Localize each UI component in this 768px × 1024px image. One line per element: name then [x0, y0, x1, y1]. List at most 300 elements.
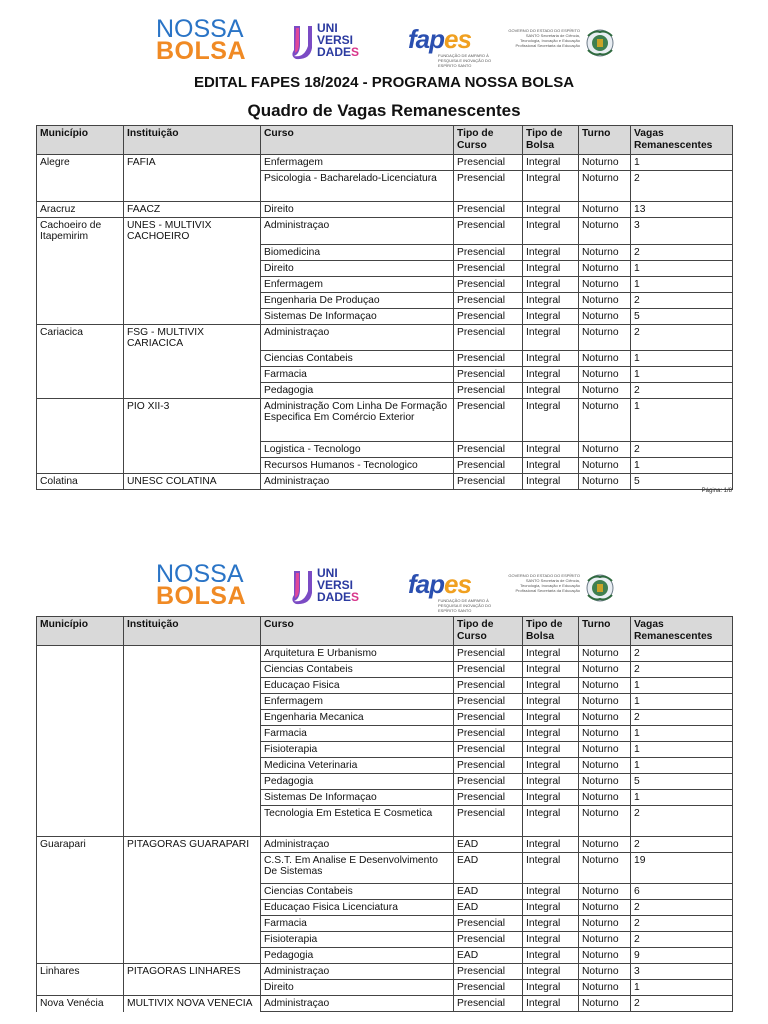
tipo-bolsa-cell: Integral — [523, 678, 579, 694]
table-row — [37, 383, 733, 399]
turno-cell: Noturno — [579, 367, 631, 383]
tipo-bolsa-cell: Integral — [523, 218, 579, 245]
column-header: Vagas Remanescentes — [631, 617, 733, 646]
municipio-cell — [37, 932, 124, 948]
tipo-curso-cell: Presencial — [454, 276, 523, 292]
table-row — [37, 774, 733, 790]
instituicao-cell — [124, 948, 261, 964]
instituicao-cell — [124, 458, 261, 474]
instituicao-cell — [124, 900, 261, 916]
page-gap — [0, 500, 768, 555]
vagas-cell: 1 — [631, 351, 733, 367]
turno-cell: Noturno — [579, 916, 631, 932]
vagas-cell: 2 — [631, 171, 733, 202]
tipo-bolsa-cell: Integral — [523, 996, 579, 1012]
municipio-cell — [37, 758, 124, 774]
table-row — [37, 155, 733, 171]
municipio-cell: Alegre — [37, 155, 124, 171]
tipo-bolsa-cell: Integral — [523, 351, 579, 367]
table-header-row — [37, 126, 733, 155]
tipo-curso-cell: Presencial — [454, 292, 523, 308]
vagas-cell: 1 — [631, 155, 733, 171]
logo-subtext: FUNDAÇÃO DE AMPARO À PESQUISA E INOVAÇÃO DO ESPÍRITO SANTO — [438, 53, 492, 68]
curso-cell: Educaçao Fisica — [261, 678, 454, 694]
header-logos — [0, 16, 768, 68]
tipo-curso-cell: Presencial — [454, 458, 523, 474]
column-header: Tipo de Curso — [454, 126, 523, 155]
column-header: Tipo de Curso — [454, 617, 523, 646]
municipio-cell — [37, 260, 124, 276]
vagas-cell: 2 — [631, 244, 733, 260]
tipo-curso-cell: Presencial — [454, 662, 523, 678]
tipo-bolsa-cell: Integral — [523, 399, 579, 442]
tipo-curso-cell: Presencial — [454, 774, 523, 790]
vagas-cell: 19 — [631, 853, 733, 884]
curso-cell: Farmacia — [261, 367, 454, 383]
state-seal-icon — [584, 571, 616, 605]
table-row — [37, 292, 733, 308]
municipio-cell — [37, 710, 124, 726]
table-row — [37, 726, 733, 742]
document-subtitle: Quadro de Vagas Remanescentes — [247, 101, 521, 120]
instituicao-cell — [124, 710, 261, 726]
municipio-cell: Guarapari — [37, 837, 124, 853]
nossa-bolsa-logo — [156, 15, 246, 65]
tipo-curso-cell: Presencial — [454, 171, 523, 202]
vagas-cell: 2 — [631, 324, 733, 351]
logo-subtext: FUNDAÇÃO DE AMPARO À PESQUISA E INOVAÇÃO DO ESPÍRITO SANTO — [438, 598, 492, 613]
table-row — [37, 996, 733, 1012]
vagas-cell: 2 — [631, 383, 733, 399]
logo-text: DADE — [317, 45, 352, 59]
instituicao-cell: FSG - MULTIVIX CARIACICA — [124, 324, 261, 351]
tipo-bolsa-cell: Integral — [523, 383, 579, 399]
turno-cell: Noturno — [579, 678, 631, 694]
tipo-bolsa-cell: Integral — [523, 324, 579, 351]
vagas-cell: 1 — [631, 742, 733, 758]
fapes-logo — [408, 24, 500, 68]
table-row — [37, 742, 733, 758]
tipo-curso-cell: Presencial — [454, 678, 523, 694]
table-row — [37, 900, 733, 916]
tipo-bolsa-cell: Integral — [523, 244, 579, 260]
column-header: Vagas Remanescentes — [631, 126, 733, 155]
municipio-cell — [37, 742, 124, 758]
turno-cell: Noturno — [579, 324, 631, 351]
municipio-cell — [37, 884, 124, 900]
tipo-curso-cell: Presencial — [454, 996, 523, 1012]
tipo-bolsa-cell: Integral — [523, 458, 579, 474]
tipo-curso-cell: Presencial — [454, 964, 523, 980]
logo-text: VERSI — [317, 578, 354, 592]
vacancies-table — [36, 125, 733, 490]
turno-cell: Noturno — [579, 458, 631, 474]
turno-cell: Noturno — [579, 948, 631, 964]
municipio-cell — [37, 678, 124, 694]
curso-cell: Administraçao — [261, 218, 454, 245]
municipio-cell — [37, 383, 124, 399]
instituicao-cell — [124, 678, 261, 694]
municipio-cell: Aracruz — [37, 202, 124, 218]
table-row — [37, 806, 733, 837]
curso-cell: Biomedicina — [261, 244, 454, 260]
tipo-curso-cell: Presencial — [454, 916, 523, 932]
tipo-curso-cell: Presencial — [454, 742, 523, 758]
table-row — [37, 351, 733, 367]
logo-text: VERSI — [317, 33, 354, 47]
tipo-bolsa-cell: Integral — [523, 171, 579, 202]
municipio-cell — [37, 276, 124, 292]
turno-cell: Noturno — [579, 351, 631, 367]
logo-text: BOLSA — [156, 37, 246, 65]
instituicao-cell — [124, 367, 261, 383]
instituicao-cell — [124, 742, 261, 758]
curso-cell: Arquitetura E Urbanismo — [261, 646, 454, 662]
curso-cell: Recursos Humanos - Tecnologico — [261, 458, 454, 474]
turno-cell: Noturno — [579, 790, 631, 806]
table-row — [37, 948, 733, 964]
tipo-bolsa-cell: Integral — [523, 442, 579, 458]
instituicao-cell — [124, 884, 261, 900]
instituicao-cell — [124, 916, 261, 932]
instituicao-cell — [124, 932, 261, 948]
instituicao-cell — [124, 308, 261, 324]
instituicao-cell: FAACZ — [124, 202, 261, 218]
turno-cell: Noturno — [579, 774, 631, 790]
tipo-bolsa-cell: Integral — [523, 646, 579, 662]
table-row — [37, 260, 733, 276]
instituicao-cell — [124, 244, 261, 260]
curso-cell: Administraçao — [261, 996, 454, 1012]
tipo-curso-cell: Presencial — [454, 399, 523, 442]
turno-cell: Noturno — [579, 900, 631, 916]
turno-cell: Noturno — [579, 662, 631, 678]
state-seal-icon — [584, 26, 616, 60]
turno-cell: Noturno — [579, 474, 631, 490]
instituicao-cell: UNES - MULTIVIX CACHOEIRO — [124, 218, 261, 245]
turno-cell: Noturno — [579, 853, 631, 884]
column-header: Município — [37, 617, 124, 646]
column-header: Turno — [579, 617, 631, 646]
table-row — [37, 442, 733, 458]
curso-cell: C.S.T. Em Analise E Desenvolvimento De Sistemas — [261, 853, 454, 884]
municipio-cell — [37, 916, 124, 932]
tipo-curso-cell: Presencial — [454, 260, 523, 276]
curso-cell: Engenharia Mecanica — [261, 710, 454, 726]
municipio-cell — [37, 292, 124, 308]
curso-cell: Medicina Veterinaria — [261, 758, 454, 774]
municipio-cell — [37, 900, 124, 916]
municipio-cell: Colatina — [37, 474, 124, 490]
tipo-curso-cell: Presencial — [454, 726, 523, 742]
table-row — [37, 932, 733, 948]
turno-cell: Noturno — [579, 726, 631, 742]
vagas-cell: 5 — [631, 308, 733, 324]
instituicao-cell — [124, 260, 261, 276]
instituicao-cell — [124, 646, 261, 662]
vagas-cell: 2 — [631, 996, 733, 1012]
instituicao-cell — [124, 662, 261, 678]
tipo-bolsa-cell: Integral — [523, 853, 579, 884]
turno-cell: Noturno — [579, 308, 631, 324]
tipo-bolsa-cell: Integral — [523, 948, 579, 964]
curso-cell: Administraçao — [261, 474, 454, 490]
municipio-cell — [37, 980, 124, 996]
instituicao-cell — [124, 351, 261, 367]
table-row — [37, 171, 733, 202]
table-row — [37, 244, 733, 260]
curso-cell: Administraçao — [261, 837, 454, 853]
turno-cell: Noturno — [579, 442, 631, 458]
tipo-curso-cell: EAD — [454, 837, 523, 853]
tipo-bolsa-cell: Integral — [523, 292, 579, 308]
turno-cell: Noturno — [579, 202, 631, 218]
municipio-cell: Cariacica — [37, 324, 124, 351]
instituicao-cell — [124, 853, 261, 884]
instituicao-cell — [124, 383, 261, 399]
tipo-curso-cell: EAD — [454, 900, 523, 916]
turno-cell: Noturno — [579, 837, 631, 853]
tipo-bolsa-cell: Integral — [523, 202, 579, 218]
turno-cell: Noturno — [579, 806, 631, 837]
municipio-cell — [37, 694, 124, 710]
table-row — [37, 916, 733, 932]
logo-text: NOSSA — [156, 15, 244, 43]
municipio-cell — [37, 308, 124, 324]
curso-cell: Pedagogia — [261, 774, 454, 790]
table-row — [37, 474, 733, 490]
tipo-curso-cell: Presencial — [454, 980, 523, 996]
tipo-curso-cell: Presencial — [454, 218, 523, 245]
tipo-curso-cell: Presencial — [454, 474, 523, 490]
government-text: GOVERNO DO ESTADO DO ESPÍRITO SANTO Secretaria de Ciência, Tecnologia, Inovação e Educação Profissional Secretaria da Educação — [508, 573, 580, 593]
municipio-cell — [37, 442, 124, 458]
table-row — [37, 790, 733, 806]
vagas-cell: 1 — [631, 758, 733, 774]
vagas-cell: 1 — [631, 980, 733, 996]
instituicao-cell: MULTIVIX NOVA VENECIA — [124, 996, 261, 1012]
instituicao-cell: PIO XII-3 — [124, 399, 261, 442]
vagas-cell: 3 — [631, 964, 733, 980]
logo-text: S — [351, 590, 360, 604]
column-header: Tipo de Bolsa — [523, 617, 579, 646]
tipo-curso-cell: Presencial — [454, 806, 523, 837]
vagas-cell: 2 — [631, 662, 733, 678]
table-header-row — [37, 617, 733, 646]
turno-cell: Noturno — [579, 244, 631, 260]
curso-cell: Enfermagem — [261, 155, 454, 171]
turno-cell: Noturno — [579, 710, 631, 726]
curso-cell: Administração Com Linha De Formação Especifica Em Comércio Exterior — [261, 399, 454, 442]
tipo-curso-cell: Presencial — [454, 442, 523, 458]
turno-cell: Noturno — [579, 218, 631, 245]
logo-text: fap — [408, 569, 444, 599]
table-row — [37, 399, 733, 442]
turno-cell: Noturno — [579, 155, 631, 171]
tipo-curso-cell: Presencial — [454, 202, 523, 218]
turno-cell: Noturno — [579, 742, 631, 758]
curso-cell: Tecnologia Em Estetica E Cosmetica — [261, 806, 454, 837]
vagas-cell: 1 — [631, 694, 733, 710]
vagas-cell: 1 — [631, 399, 733, 442]
tipo-bolsa-cell: Integral — [523, 900, 579, 916]
tipo-bolsa-cell: Integral — [523, 308, 579, 324]
turno-cell: Noturno — [579, 980, 631, 996]
municipio-cell — [37, 367, 124, 383]
table-row — [37, 710, 733, 726]
instituicao-cell — [124, 442, 261, 458]
curso-cell: Ciencias Contabeis — [261, 351, 454, 367]
curso-cell: Direito — [261, 980, 454, 996]
vagas-cell: 1 — [631, 790, 733, 806]
vagas-cell: 1 — [631, 276, 733, 292]
curso-cell: Ciencias Contabeis — [261, 884, 454, 900]
curso-cell: Direito — [261, 202, 454, 218]
turno-cell: Noturno — [579, 694, 631, 710]
column-header: Tipo de Bolsa — [523, 126, 579, 155]
municipio-cell — [37, 790, 124, 806]
document-title: EDITAL FAPES 18/2024 - PROGRAMA NOSSA BOLSA — [193, 74, 575, 91]
instituicao-cell: PITAGORAS LINHARES — [124, 964, 261, 980]
table-row — [37, 758, 733, 774]
vagas-cell: 2 — [631, 837, 733, 853]
vagas-cell: 2 — [631, 646, 733, 662]
logo-text: NOSSA — [156, 560, 244, 588]
universidades-mark-icon — [290, 569, 312, 605]
tipo-bolsa-cell: Integral — [523, 710, 579, 726]
curso-cell: Educaçao Fisica Licenciatura — [261, 900, 454, 916]
tipo-bolsa-cell: Integral — [523, 260, 579, 276]
turno-cell: Noturno — [579, 383, 631, 399]
vacancies-table — [36, 616, 733, 1012]
table-row — [37, 218, 733, 245]
curso-cell: Enfermagem — [261, 276, 454, 292]
table-row — [37, 276, 733, 292]
logo-text: es — [444, 569, 471, 599]
curso-cell: Farmacia — [261, 916, 454, 932]
vagas-cell: 2 — [631, 916, 733, 932]
municipio-cell — [37, 458, 124, 474]
government-text: GOVERNO DO ESTADO DO ESPÍRITO SANTO Secretaria de Ciência, Tecnologia, Inovação e Educação Profissional Secretaria da Educação — [508, 28, 580, 48]
turno-cell: Noturno — [579, 171, 631, 202]
tipo-curso-cell: EAD — [454, 948, 523, 964]
tipo-bolsa-cell: Integral — [523, 742, 579, 758]
vagas-cell: 13 — [631, 202, 733, 218]
tipo-bolsa-cell: Integral — [523, 155, 579, 171]
tipo-bolsa-cell: Integral — [523, 774, 579, 790]
curso-cell: Enfermagem — [261, 694, 454, 710]
instituicao-cell — [124, 758, 261, 774]
curso-cell: Fisioterapia — [261, 742, 454, 758]
municipio-cell — [37, 399, 124, 442]
logo-text: S — [351, 45, 360, 59]
logo-text: fap — [408, 24, 444, 54]
municipio-cell — [37, 806, 124, 837]
tipo-curso-cell: Presencial — [454, 646, 523, 662]
tipo-bolsa-cell: Integral — [523, 276, 579, 292]
municipio-cell — [37, 774, 124, 790]
page-number: Página: 1/8 — [701, 488, 732, 494]
logo-text: BOLSA — [156, 582, 246, 610]
instituicao-cell — [124, 276, 261, 292]
fapes-logo — [408, 569, 500, 613]
curso-cell: Ciencias Contabeis — [261, 662, 454, 678]
table-row — [37, 202, 733, 218]
turno-cell: Noturno — [579, 964, 631, 980]
instituicao-cell — [124, 980, 261, 996]
turno-cell: Noturno — [579, 399, 631, 442]
curso-cell: Psicologia - Bacharelado-Licenciatura — [261, 171, 454, 202]
logo-text: es — [444, 24, 471, 54]
turno-cell: Noturno — [579, 758, 631, 774]
universidades-mark-icon — [290, 24, 312, 60]
municipio-cell — [37, 726, 124, 742]
vagas-cell: 2 — [631, 806, 733, 837]
tipo-curso-cell: EAD — [454, 884, 523, 900]
column-header: Município — [37, 126, 124, 155]
curso-cell: Engenharia De Produçao — [261, 292, 454, 308]
table-row — [37, 324, 733, 351]
municipio-cell: Cachoeiro de Itapemirim — [37, 218, 124, 245]
municipio-cell — [37, 646, 124, 662]
tipo-curso-cell: Presencial — [454, 932, 523, 948]
universidades-logo — [290, 567, 370, 607]
vagas-cell: 2 — [631, 900, 733, 916]
vagas-cell: 2 — [631, 932, 733, 948]
nossa-bolsa-logo — [156, 560, 246, 610]
column-header: Curso — [261, 617, 454, 646]
curso-cell: Pedagogia — [261, 383, 454, 399]
curso-cell: Administraçao — [261, 964, 454, 980]
logo-text: DADE — [317, 590, 352, 604]
turno-cell: Noturno — [579, 996, 631, 1012]
vagas-cell: 2 — [631, 292, 733, 308]
municipio-cell — [37, 244, 124, 260]
tipo-bolsa-cell: Integral — [523, 837, 579, 853]
instituicao-cell: UNESC COLATINA — [124, 474, 261, 490]
vagas-cell: 1 — [631, 458, 733, 474]
tipo-curso-cell: Presencial — [454, 790, 523, 806]
tipo-curso-cell: Presencial — [454, 324, 523, 351]
vagas-cell: 1 — [631, 678, 733, 694]
table-row — [37, 884, 733, 900]
document-page-2 — [0, 555, 768, 1024]
tipo-bolsa-cell: Integral — [523, 367, 579, 383]
vagas-cell: 5 — [631, 774, 733, 790]
instituicao-cell — [124, 806, 261, 837]
curso-cell: Sistemas De Informaçao — [261, 790, 454, 806]
tipo-curso-cell: Presencial — [454, 155, 523, 171]
tipo-bolsa-cell: Integral — [523, 806, 579, 837]
table-row — [37, 964, 733, 980]
column-header: Curso — [261, 126, 454, 155]
column-header: Instituição — [124, 126, 261, 155]
municipio-cell — [37, 948, 124, 964]
instituicao-cell — [124, 790, 261, 806]
turno-cell: Noturno — [579, 260, 631, 276]
table-row — [37, 367, 733, 383]
municipio-cell: Linhares — [37, 964, 124, 980]
tipo-curso-cell: Presencial — [454, 351, 523, 367]
tipo-curso-cell: EAD — [454, 853, 523, 884]
instituicao-cell — [124, 292, 261, 308]
instituicao-cell — [124, 726, 261, 742]
turno-cell: Noturno — [579, 884, 631, 900]
tipo-bolsa-cell: Integral — [523, 964, 579, 980]
tipo-curso-cell: Presencial — [454, 244, 523, 260]
document-page-1 — [0, 0, 768, 500]
curso-cell: Logistica - Tecnologo — [261, 442, 454, 458]
